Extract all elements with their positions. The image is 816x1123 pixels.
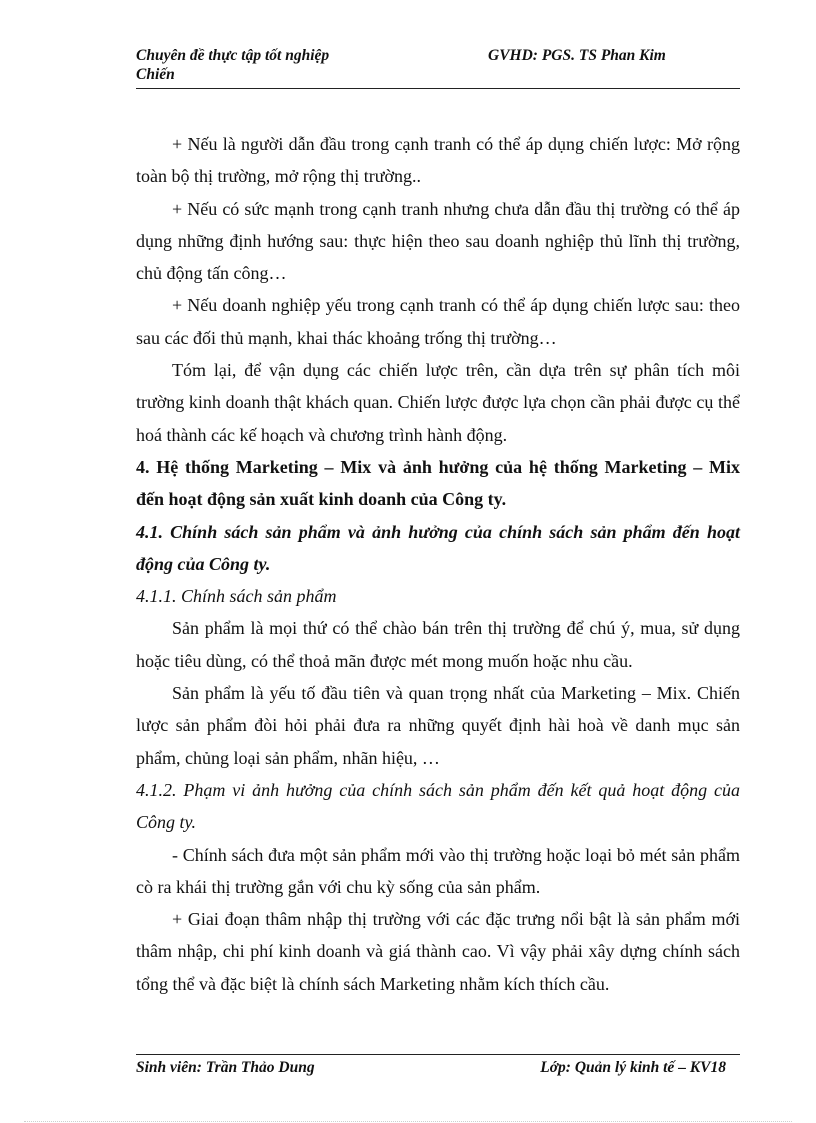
header-divider xyxy=(136,88,740,89)
body-paragraph: - Chính sách đưa một sản phẩm mới vào thị trường hoặc loại bỏ mét sản phẩm cò ra khái thị trường gắn với chu kỳ sống của sản phẩm. xyxy=(136,844,740,897)
header-document-title: Chuyên đề thực tập tốt nghiệp xyxy=(136,47,330,64)
body-paragraph: Tóm lại, để vận dụng các chiến lược trên, cần dựa trên sự phân tích môi trường kinh doanh thật khách quan. Chiến lược được lựa chọn cần phải được cụ thể hoá thành các kế hoạch và chương trình hành động. xyxy=(136,360,740,445)
body-paragraph: + Nếu là người dẫn đầu trong cạnh tranh có thể áp dụng chiến lược: Mở rộng toàn bộ thị trường, mở rộng thị trường.. xyxy=(136,134,740,187)
body-paragraph: Sản phẩm là mọi thứ có thể chào bán trên thị trường để chú ý, mua, sử dụng hoặc tiêu dùng, có thể thoả mãn được mét mong muốn hoặc nhu cầu. xyxy=(136,618,740,671)
section-heading-4-1-1: 4.1.1. Chính sách sản phẩm xyxy=(136,586,337,607)
footer-class: Lớp: Quản lý kinh tế – KV18 xyxy=(540,1059,726,1076)
header-supervisor: GVHD: PGS. TS Phan Kim xyxy=(488,47,666,64)
body-paragraph: + Nếu doanh nghiệp yếu trong cạnh tranh có thể áp dụng chiến lược sau: theo sau các đối thủ mạnh, khai thác khoảng trống thị trường… xyxy=(136,295,740,348)
section-heading-4-1-2: 4.1.2. Phạm vi ảnh hưởng của chính sách sản phẩm đến kết quả hoạt động của Công ty. xyxy=(136,779,740,833)
body-paragraph: Sản phẩm là yếu tố đầu tiên và quan trọng nhất của Marketing – Mix. Chiến lược sản phẩm đòi hỏi phải đưa ra những quyết định hài hoà về danh mục sản phẩm, chủng loại sản phẩm, nhãn hiệu, … xyxy=(136,683,740,768)
footer-student: Sinh viên: Trần Thảo Dung xyxy=(136,1059,315,1076)
section-heading-4: 4. Hệ thống Marketing – Mix và ảnh hưởng của hệ thống Marketing – Mix đến hoạt động sản xuất kinh doanh của Công ty. xyxy=(136,456,740,510)
header-left xyxy=(136,46,436,84)
body-paragraph: + Nếu có sức mạnh trong cạnh tranh nhưng chưa dẫn đầu thị trường có thể áp dụng những định hướng sau: thực hiện theo sau doanh nghiệp thủ lĩnh thị trường, chủ động tấn công… xyxy=(136,198,740,284)
footer-divider xyxy=(136,1054,740,1055)
section-heading-4-1: 4.1. Chính sách sản phẩm và ảnh hưởng của chính sách sản phẩm đến hoạt động của Công ty. xyxy=(136,521,740,574)
document-body xyxy=(136,128,740,1000)
body-paragraph: + Giai đoạn thâm nhập thị trường với các đặc trưng nổi bật là sản phẩm mới thâm nhập, chi phí kinh doanh và giá thành cao. Vì vậy phải xây dựng chính sách tổng thể và đặc biệt là chính sách Marketing nhằm kích thích cầu. xyxy=(136,909,740,994)
page-edge xyxy=(24,1121,792,1122)
header-document-title-continued: Chiến xyxy=(136,66,175,83)
